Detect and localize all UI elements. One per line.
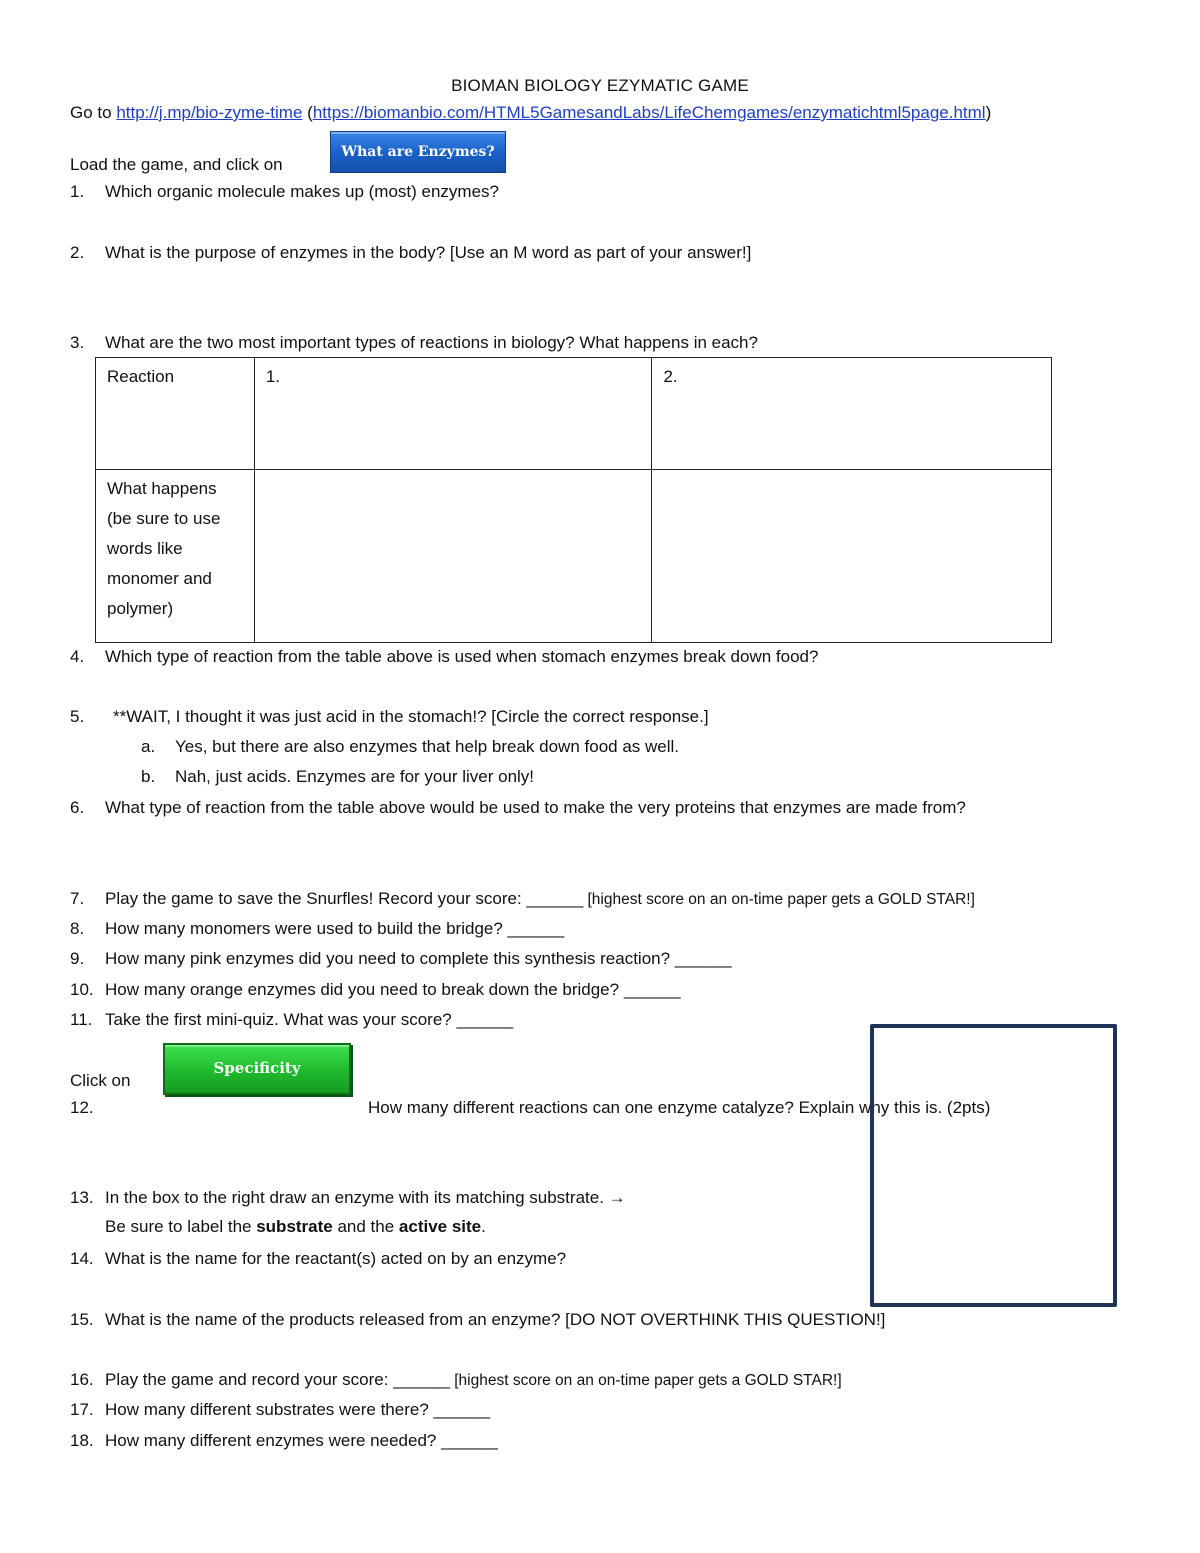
q13-label-instruction [105,1216,486,1238]
q13b-pre: Be sure to label the [105,1217,257,1236]
q13b-end: . [481,1217,486,1236]
click-on-label: Click on [70,1071,131,1090]
q12-number: 12. [70,1098,94,1117]
goto-close-paren: ) [985,103,992,122]
q5a-letter: a. [141,737,156,756]
q2-text: What is the purpose of enzymes in the body? [Use an M word as part of your answer!] [105,243,752,262]
q16-text: Play the game and record your score: ______ [105,1370,450,1389]
q9-text: How many pink enzymes did you need to complete this synthesis reaction? ______ [105,949,732,968]
q16-number: 16. [70,1370,94,1389]
q15-text: What is the name of the products released from an enzyme? [DO NOT OVERTHINK THIS QUESTION!] [105,1310,886,1329]
q17-text: How many different substrates were there? ______ [105,1400,491,1419]
what-happens-2-cell[interactable] [652,470,1052,643]
q5-number: 5. [70,707,85,726]
row-header-what-happens [96,470,255,643]
table-row [96,470,1052,643]
q13-text: In the box to the right draw an enzyme with its matching substrate. → [105,1188,626,1207]
q11-number: 11. [70,1010,93,1029]
what-happens-line: monomer and [107,569,212,588]
q7-text: Play the game to save the Snurfles! Record your score: ______ [105,889,584,908]
q18-number: 18. [70,1431,94,1450]
reaction-table [95,357,1052,643]
load-instruction: Load the game, and click on [70,155,283,174]
q16-note: [highest score on an on-time paper gets a GOLD STAR!] [449,1372,842,1389]
what-happens-line: (be sure to use [107,509,221,528]
q5-text: **WAIT, I thought it was just acid in the stomach!? [Circle the correct response.] [113,707,709,726]
goto-prefix: Go to [70,103,117,122]
reaction-2-cell[interactable]: 2. [652,358,1052,470]
q10-text: How many orange enzymes did you need to break down the bridge? ______ [105,980,681,999]
q10-number: 10. [70,980,94,999]
q6-text: What type of reaction from the table above would be used to make the very proteins that enzymes are made from? [105,798,966,817]
q8-text: How many monomers were used to build the bridge? ______ [105,919,565,938]
page-title: BIOMAN BIOLOGY EZYMATIC GAME [451,76,749,95]
q13b-active-site: active site [398,1217,482,1236]
goto-open-paren: ( [302,103,313,122]
q13b-mid: and the [332,1217,399,1236]
q13b-substrate: substrate [256,1217,333,1236]
q14-number: 14. [70,1249,94,1268]
drawing-box[interactable] [870,1024,1117,1307]
specificity-button[interactable]: Specificity [163,1043,351,1095]
q11-text: Take the first mini-quiz. What was your score? ______ [105,1010,514,1029]
q1-number: 1. [70,182,85,201]
what-happens-1-cell[interactable] [254,470,652,643]
q18-text: How many different enzymes were needed? ______ [105,1431,498,1450]
q6-number: 6. [70,798,85,817]
q5b-letter: b. [141,767,156,786]
q16-line [105,1369,842,1392]
table-row [96,358,1052,470]
q1-text: Which organic molecule makes up (most) enzymes? [105,182,499,201]
q7-line [105,888,975,911]
q14-text: What is the name for the reactant(s) acted on by an enzyme? [105,1249,567,1268]
long-link[interactable]: https://biomanbio.com/HTML5GamesandLabs/LifeChemgames/enzymatichtml5page.html [312,103,986,122]
reaction-1-cell[interactable]: 1. [254,358,652,470]
q5b-option[interactable]: Nah, just acids. Enzymes are for your liver only! [175,767,535,786]
what-happens-line: polymer) [107,599,174,618]
row-header-reaction: Reaction [96,358,255,470]
q7-note: [highest score on an on-time paper gets a GOLD STAR!] [583,891,975,908]
q3-text: What are the two most important types of reactions in biology? What happens in each? [105,333,758,352]
what-happens-line: What happens [107,479,217,498]
q4-number: 4. [70,647,85,666]
q5a-option[interactable]: Yes, but there are also enzymes that help break down food as well. [175,737,680,756]
q17-number: 17. [70,1400,94,1419]
short-link[interactable]: http://j.mp/bio-zyme-time [116,103,303,122]
what-happens-line: words like [107,539,183,558]
what-are-enzymes-button[interactable]: What are Enzymes? [330,131,506,173]
q2-number: 2. [70,243,85,262]
q15-number: 15. [70,1310,94,1329]
q8-number: 8. [70,919,85,938]
q4-text: Which type of reaction from the table above is used when stomach enzymes break down food? [105,647,819,666]
q3-number: 3. [70,333,85,352]
goto-line [70,102,991,124]
q7-number: 7. [70,889,85,908]
q13-number: 13. [70,1188,94,1207]
q12-text: How many different reactions can one enzyme catalyze? Explain why this is. (2pts) [368,1098,991,1117]
q9-number: 9. [70,949,85,968]
